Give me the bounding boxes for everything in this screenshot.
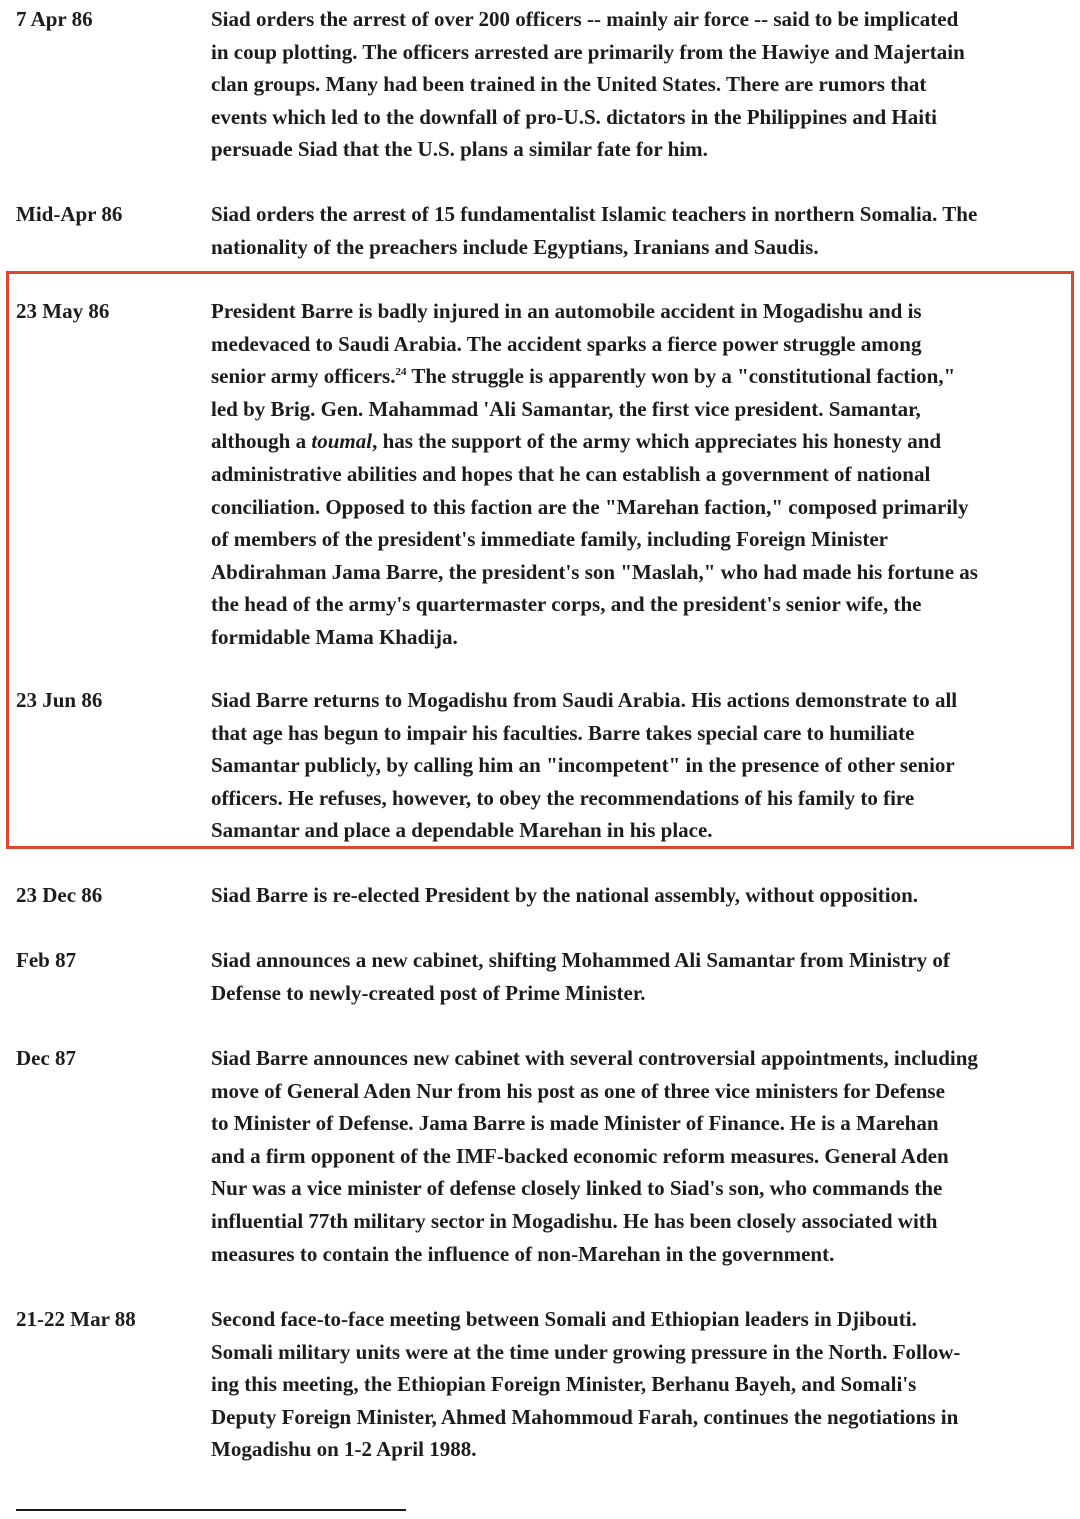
line-text: The struggle is apparently won by a "constitutional faction," [406,364,956,389]
text-line: nationality of the preachers include Egyptians, Iranians and Saudis. [211,234,819,259]
text-line: Samantar and place a dependable Marehan in his place. [211,818,713,843]
text-line: formidable Mama Khadija. [211,624,458,649]
text-line: clan groups. Many had been trained in the United States. There are rumors that [211,72,927,97]
text-line: to Minister of Defense. Jama Barre is made Minister of Finance. He is a Marehan [211,1111,939,1136]
entry-date: Mid-Apr 86 [16,202,123,226]
entry-date: Dec 87 [16,1046,77,1070]
entry-text [211,198,977,263]
entry-text [211,295,978,654]
text-line: persuade Siad that the U.S. plans a similar fate for him. [211,137,708,162]
entry-date: 7 Apr 86 [16,7,93,31]
entry-text [211,944,950,1009]
text-line: President Barre is badly injured in an automobile accident in Mogadishu and is [211,299,922,323]
entry-date: 23 Jun 86 [16,688,103,712]
entry-text [211,3,965,166]
text-line-with-footnote [211,360,978,393]
entry-date: Feb 87 [16,948,77,972]
text-line: that age has begun to impair his faculties. Barre takes special care to humiliate [211,720,915,745]
text-line: Second face-to-face meeting between Somali and Ethiopian leaders in Djibouti. [211,1307,917,1331]
text-line: Siad orders the arrest of over 200 officers -- mainly air force -- said to be implicated [211,7,959,31]
line-text: senior army officers. [211,364,396,389]
entry-text [211,684,957,847]
text-line: in coup plotting. The officers arrested are primarily from the Hawiye and Majertain [211,39,965,64]
italic-term: toumal [311,429,373,454]
entry-text [211,1303,960,1466]
text-line: influential 77th military sector in Mogadishu. He has been closely associated with [211,1208,938,1233]
text-line: conciliation. Opposed to this faction are the "Marehan faction," composed primarily [211,494,969,519]
text-line: and a firm opponent of the IMF-backed economic reform measures. General Aden [211,1143,949,1168]
text-line: ing this meeting, the Ethiopian Foreign Minister, Berhanu Bayeh, and Somali's [211,1372,917,1397]
text-line: move of General Aden Nur from his post as one of three vice ministers for Defense [211,1078,945,1103]
text-line: Siad orders the arrest of 15 fundamentalist Islamic teachers in northern Somalia. The [211,202,978,226]
line-text: , has the support of the army which appreciates his honesty and [372,429,942,454]
text-line: Siad Barre announces new cabinet with several controversial appointments, including [211,1046,978,1070]
text-line: officers. He refuses, however, to obey the recommendations of his family to fire [211,785,915,810]
entry-date: 23 May 86 [16,299,110,323]
text-line: the head of the army's quartermaster corps, and the president's senior wife, the [211,592,922,617]
entry-text [211,879,918,912]
text-line: medevaced to Saudi Arabia. The accident sparks a fierce power struggle among [211,331,922,356]
entry-text [211,1042,978,1270]
text-line: Somali military units were at the time under growing pressure in the North. Follow- [211,1339,961,1364]
text-line: of members of the president's immediate family, including Foreign Minister [211,527,888,552]
text-line: Defense to newly-created post of Prime Minister. [211,980,646,1005]
line-text: although a [211,429,312,454]
text-line: Abdirahman Jama Barre, the president's son "Maslah," who had made his fortune as [211,559,978,584]
footnote-separator-rule [16,1509,406,1511]
text-line: Deputy Foreign Minister, Ahmed Mahommoud Farah, continues the negotiations in [211,1404,959,1429]
text-line: Siad Barre returns to Mogadishu from Saudi Arabia. His actions demonstrate to all [211,688,958,712]
text-line: Samantar publicly, by calling him an "incompetent" in the presence of other senior [211,753,955,778]
text-line: Siad announces a new cabinet, shifting Mohammed Ali Samantar from Ministry of [211,948,950,972]
entry-date: 21-22 Mar 88 [16,1307,136,1331]
text-line: led by Brig. Gen. Mahammad 'Ali Samantar, the first vice president. Samantar, [211,396,921,421]
text-line: administrative abilities and hopes that he can establish a government of national [211,461,931,486]
text-line: Mogadishu on 1-2 April 1988. [211,1437,477,1462]
text-line: Nur was a vice minister of defense closely linked to Siad's son, who commands the [211,1176,943,1201]
footnote-marker: 24 [395,366,407,379]
text-line: events which led to the downfall of pro-U.S. dictators in the Philippines and Haiti [211,104,937,129]
text-line-with-italic [211,425,978,458]
text-line: Siad Barre is re-elected President by the national assembly, without opposition. [211,883,919,907]
text-line: measures to contain the influence of non-Marehan in the government. [211,1241,835,1266]
entry-date: 23 Dec 86 [16,883,103,907]
